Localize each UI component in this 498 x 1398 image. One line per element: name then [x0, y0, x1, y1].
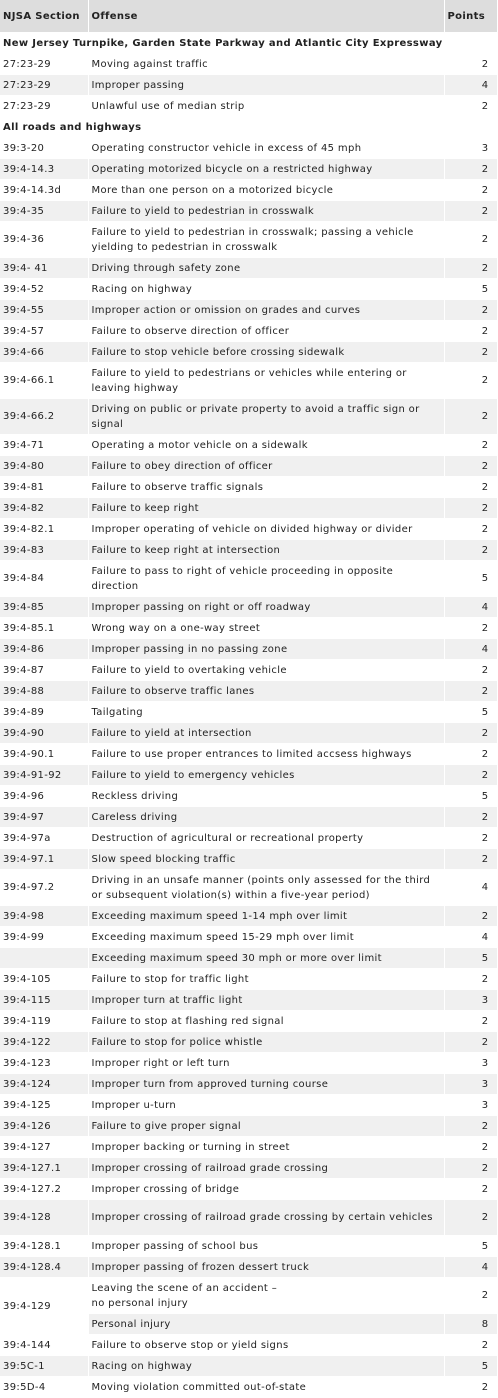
- njsa-section-cell: 39:4-129: [0, 1278, 88, 1335]
- points-cell: 2: [444, 744, 497, 765]
- table-row: [0, 201, 497, 222]
- njsa-section-cell: [0, 948, 88, 969]
- njsa-section-cell: 39:4-91-92: [0, 765, 88, 786]
- njsa-section-cell: 39:4-128.1: [0, 1236, 88, 1257]
- njsa-section-cell: 39:4-96: [0, 786, 88, 807]
- points-cell: 3: [444, 1074, 497, 1095]
- points-cell: 2: [444, 660, 497, 681]
- table-row: [0, 96, 497, 117]
- offense-cell: Exceeding maximum speed 15-29 mph over limit: [88, 927, 444, 948]
- njsa-section-cell: 39:4-14.3: [0, 159, 88, 180]
- offense-cell: Improper turn from approved turning course: [88, 1074, 444, 1095]
- offense-cell: Improper passing of frozen dessert truck: [88, 1257, 444, 1278]
- njsa-section-cell: 39:4-115: [0, 990, 88, 1011]
- offense-cell: Failure to keep right at intersection: [88, 540, 444, 561]
- offense-cell: Failure to yield at intersection: [88, 723, 444, 744]
- points-cell: 2: [444, 201, 497, 222]
- offense-cell: Driving in an unsafe manner (points only assessed for the third or subsequent violation(s) within a five-year period): [88, 870, 444, 906]
- points-cell: 8: [444, 1314, 497, 1335]
- offense-cell: Failure to yield to pedestrians or vehicles while entering or leaving highway: [88, 363, 444, 399]
- group-heading-row: [0, 117, 497, 138]
- table-row: [0, 1278, 497, 1314]
- table-row: [0, 870, 497, 906]
- offense-line: Leaving the scene of an accident –: [91, 1282, 278, 1294]
- header-points: Points: [444, 0, 497, 33]
- njsa-section-cell: 27:23-29: [0, 96, 88, 117]
- table-row: [0, 159, 497, 180]
- points-cell: 2: [444, 342, 497, 363]
- offense-cell: Failure to stop at flashing red signal: [88, 1011, 444, 1032]
- offense-cell: Operating constructor vehicle in excess of 45 mph: [88, 138, 444, 159]
- table-row: [0, 927, 497, 948]
- offense-cell: Improper passing: [88, 75, 444, 96]
- njsa-section-cell: 39:4-144: [0, 1335, 88, 1356]
- table-row: [0, 222, 497, 258]
- table-row: [0, 849, 497, 870]
- njsa-section-cell: 39:4-87: [0, 660, 88, 681]
- points-cell: 2: [444, 258, 497, 279]
- table-row: [0, 1236, 497, 1257]
- njsa-section-cell: 39:4-80: [0, 456, 88, 477]
- njsa-section-cell: 39:4-99: [0, 927, 88, 948]
- points-cell: 2: [444, 828, 497, 849]
- table-row: [0, 258, 497, 279]
- offense-cell: Improper crossing of railroad grade crossing by certain vehicles: [88, 1200, 444, 1236]
- points-cell: 2: [444, 1158, 497, 1179]
- table-row: [0, 180, 497, 201]
- table-row: [0, 786, 497, 807]
- group-heading: All roads and highways: [0, 117, 497, 138]
- points-cell: 2: [444, 1179, 497, 1200]
- points-cell: 3: [444, 1095, 497, 1116]
- table-row: [0, 519, 497, 540]
- table-row: [0, 1053, 497, 1074]
- njsa-section-cell: 39:4-66.1: [0, 363, 88, 399]
- offense-cell: Failure to stop for police whistle: [88, 1032, 444, 1053]
- offense-cell: Improper operating of vehicle on divided highway or divider: [88, 519, 444, 540]
- table-row: [0, 561, 497, 597]
- points-cell: 2: [444, 1011, 497, 1032]
- points-cell: 2: [444, 681, 497, 702]
- offense-cell: Failure to stop vehicle before crossing sidewalk: [88, 342, 444, 363]
- table-row: [0, 639, 497, 660]
- offense-cell: Failure to observe traffic lanes: [88, 681, 444, 702]
- njsa-section-cell: 39:4-14.3d: [0, 180, 88, 201]
- njsa-section-cell: 39:4-82.1: [0, 519, 88, 540]
- offense-subline: no personal injury: [91, 1297, 189, 1309]
- points-cell: 2: [444, 321, 497, 342]
- njsa-section-cell: 39:4-86: [0, 639, 88, 660]
- table-row: [0, 1137, 497, 1158]
- offense-cell: Tailgating: [88, 702, 444, 723]
- njsa-section-cell: 27:23-29: [0, 75, 88, 96]
- table-row: [0, 681, 497, 702]
- points-cell: 2: [444, 807, 497, 828]
- points-cell: 2: [444, 300, 497, 321]
- points-cell: 3: [444, 138, 497, 159]
- njsa-section-cell: 39:4-89: [0, 702, 88, 723]
- njsa-section-cell: 39:4-90: [0, 723, 88, 744]
- offense-cell: Failure to yield to overtaking vehicle: [88, 660, 444, 681]
- offense-cell: Failure to stop for traffic light: [88, 969, 444, 990]
- offense-cell: Destruction of agricultural or recreational property: [88, 828, 444, 849]
- offense-cell: Failure to pass to right of vehicle proceeding in opposite direction: [88, 561, 444, 597]
- offense-cell: Driving through safety zone: [88, 258, 444, 279]
- points-cell: 2: [444, 96, 497, 117]
- table-row: [0, 948, 497, 969]
- table-row: [0, 618, 497, 639]
- njsa-section-cell: 39:3-20: [0, 138, 88, 159]
- table-row: [0, 342, 497, 363]
- points-cell: 5: [444, 1356, 497, 1377]
- njsa-section-cell: 39:4-98: [0, 906, 88, 927]
- table-body: [0, 33, 497, 1398]
- table-row: [0, 990, 497, 1011]
- points-cell: 5: [444, 561, 497, 597]
- table-row: [0, 477, 497, 498]
- offense-cell: Exceeding maximum speed 30 mph or more over limit: [88, 948, 444, 969]
- offense-cell: Moving against traffic: [88, 54, 444, 75]
- table-row: [0, 435, 497, 456]
- table-row: [0, 138, 497, 159]
- points-cell: 4: [444, 597, 497, 618]
- offense-cell: Unlawful use of median strip: [88, 96, 444, 117]
- points-cell: 5: [444, 948, 497, 969]
- table-row: [0, 1377, 497, 1398]
- points-cell: 2: [444, 618, 497, 639]
- offense-cell: Improper passing in no passing zone: [88, 639, 444, 660]
- table-row: [0, 1158, 497, 1179]
- njsa-section-cell: 39:4-127: [0, 1137, 88, 1158]
- njsa-section-cell: 39:4-36: [0, 222, 88, 258]
- table-row: [0, 498, 497, 519]
- offense-cell: Reckless driving: [88, 786, 444, 807]
- table-row: [0, 1116, 497, 1137]
- njsa-section-cell: 39:4-85: [0, 597, 88, 618]
- offense-cell: Improper action or omission on grades and curves: [88, 300, 444, 321]
- offense-cell: Failure to yield to pedestrian in crosswalk: [88, 201, 444, 222]
- offense-cell: Improper turn at traffic light: [88, 990, 444, 1011]
- njsa-section-cell: 39:5D-4: [0, 1377, 88, 1398]
- points-cell: 3: [444, 1053, 497, 1074]
- points-cell: 2: [444, 159, 497, 180]
- points-cell: 2: [444, 906, 497, 927]
- points-cell: 5: [444, 1236, 497, 1257]
- offense-cell: Operating motorized bicycle on a restricted highway: [88, 159, 444, 180]
- points-cell: 2: [444, 1116, 497, 1137]
- points-cell: 4: [444, 75, 497, 96]
- table-row: [0, 597, 497, 618]
- points-cell: 2: [444, 222, 497, 258]
- points-cell: 2: [444, 54, 497, 75]
- njsa-section-cell: 39:4-66.2: [0, 399, 88, 435]
- table-row: [0, 54, 497, 75]
- njsa-section-cell: 39:4-123: [0, 1053, 88, 1074]
- offense-cell: Failure to observe traffic signals: [88, 477, 444, 498]
- table-row: [0, 702, 497, 723]
- table-row: [0, 828, 497, 849]
- njsa-section-cell: 39:4-128.4: [0, 1257, 88, 1278]
- table-row: [0, 1179, 497, 1200]
- points-cell: 2: [444, 180, 497, 201]
- offense-cell: Moving violation committed out-of-state: [88, 1377, 444, 1398]
- header-section: NJSA Section: [0, 0, 88, 33]
- njsa-section-cell: 39:4-84: [0, 561, 88, 597]
- offense-cell: More than one person on a motorized bicycle: [88, 180, 444, 201]
- offense-cell: Failure to observe stop or yield signs: [88, 1335, 444, 1356]
- offense-cell: Racing on highway: [88, 279, 444, 300]
- njsa-section-cell: 39:4-127.1: [0, 1158, 88, 1179]
- points-cell: 2: [444, 1200, 497, 1236]
- njsa-section-cell: 39:4-128: [0, 1200, 88, 1236]
- offense-cell: Improper u-turn: [88, 1095, 444, 1116]
- points-cell: 4: [444, 639, 497, 660]
- table-row: [0, 300, 497, 321]
- points-cell: 4: [444, 927, 497, 948]
- njsa-section-cell: 39:4-122: [0, 1032, 88, 1053]
- njsa-section-cell: 39:4-126: [0, 1116, 88, 1137]
- offense-cell: Improper crossing of railroad grade crossing: [88, 1158, 444, 1179]
- table-row: [0, 1074, 497, 1095]
- njsa-section-cell: 39:4-97: [0, 807, 88, 828]
- njsa-section-cell: 39:4- 41: [0, 258, 88, 279]
- offense-cell: [88, 1278, 444, 1314]
- points-cell: 4: [444, 1257, 497, 1278]
- points-cell: 3: [444, 990, 497, 1011]
- table-row: [0, 1335, 497, 1356]
- njsa-section-cell: 39:4-88: [0, 681, 88, 702]
- njsa-section-cell: 39:4-125: [0, 1095, 88, 1116]
- table-row: [0, 744, 497, 765]
- header-offense: Offense: [88, 0, 444, 33]
- njsa-section-cell: 39:4-127.2: [0, 1179, 88, 1200]
- njsa-section-cell: 39:4-82: [0, 498, 88, 519]
- njsa-section-cell: 39:4-83: [0, 540, 88, 561]
- table-row: [0, 1011, 497, 1032]
- points-cell: 2: [444, 477, 497, 498]
- points-cell: 2: [444, 765, 497, 786]
- points-cell: 2: [444, 456, 497, 477]
- points-cell: 2: [444, 969, 497, 990]
- njsa-section-cell: 39:4-55: [0, 300, 88, 321]
- table-row: [0, 540, 497, 561]
- group-heading: New Jersey Turnpike, Garden State Parkway and Atlantic City Expressway: [0, 33, 497, 54]
- njsa-section-cell: 27:23-29: [0, 54, 88, 75]
- offense-cell: Failure to give proper signal: [88, 1116, 444, 1137]
- points-cell: 2: [444, 1137, 497, 1158]
- points-cell: 2: [444, 849, 497, 870]
- offense-cell: Improper right or left turn: [88, 1053, 444, 1074]
- points-cell: 2: [444, 1377, 497, 1398]
- points-cell: 5: [444, 786, 497, 807]
- table-header-row: [0, 0, 497, 33]
- points-cell: 2: [444, 540, 497, 561]
- points-cell: 2: [444, 723, 497, 744]
- offense-cell: Slow speed blocking traffic: [88, 849, 444, 870]
- offense-cell: Operating a motor vehicle on a sidewalk: [88, 435, 444, 456]
- offense-cell: Improper crossing of bridge: [88, 1179, 444, 1200]
- njsa-section-cell: 39:5C-1: [0, 1356, 88, 1377]
- njsa-section-cell: 39:4-97.1: [0, 849, 88, 870]
- offense-cell: Improper passing on right or off roadway: [88, 597, 444, 618]
- offense-cell: Failure to yield to pedestrian in crosswalk; passing a vehicle yielding to pedestrian in crosswalk: [88, 222, 444, 258]
- points-cell: 2: [444, 519, 497, 540]
- table-row: [0, 807, 497, 828]
- table-row: [0, 660, 497, 681]
- group-heading-row: [0, 33, 497, 54]
- offense-cell: Improper backing or turning in street: [88, 1137, 444, 1158]
- offense-cell: Driving on public or private property to avoid a traffic sign or signal: [88, 399, 444, 435]
- points-cell: 2: [444, 363, 497, 399]
- table-row: [0, 1356, 497, 1377]
- points-cell: 2: [444, 1335, 497, 1356]
- table-row: [0, 765, 497, 786]
- points-cell: 2: [444, 435, 497, 456]
- njsa-section-cell: 39:4-85.1: [0, 618, 88, 639]
- njsa-section-cell: 39:4-124: [0, 1074, 88, 1095]
- offense-cell: Exceeding maximum speed 1-14 mph over limit: [88, 906, 444, 927]
- table-row: [0, 279, 497, 300]
- table-row: [0, 906, 497, 927]
- points-cell: 2: [444, 399, 497, 435]
- points-cell: 2: [444, 498, 497, 519]
- njsa-section-cell: 39:4-97.2: [0, 870, 88, 906]
- offense-cell: Failure to keep right: [88, 498, 444, 519]
- offense-cell: Racing on highway: [88, 1356, 444, 1377]
- table-row: [0, 399, 497, 435]
- offense-cell: Failure to observe direction of officer: [88, 321, 444, 342]
- offense-cell: Failure to yield to emergency vehicles: [88, 765, 444, 786]
- njsa-section-cell: 39:4-35: [0, 201, 88, 222]
- table-row: [0, 1257, 497, 1278]
- points-cell: 5: [444, 702, 497, 723]
- table-row: [0, 75, 497, 96]
- offense-cell: Failure to use proper entrances to limited accsess highways: [88, 744, 444, 765]
- njsa-section-cell: 39:4-90.1: [0, 744, 88, 765]
- njsa-section-cell: 39:4-97a: [0, 828, 88, 849]
- table-row: [0, 1095, 497, 1116]
- offense-cell: Failure to obey direction of officer: [88, 456, 444, 477]
- offense-cell: Careless driving: [88, 807, 444, 828]
- offense-cell: Improper passing of school bus: [88, 1236, 444, 1257]
- njsa-section-cell: 39:4-52: [0, 279, 88, 300]
- njsa-section-cell: 39:4-57: [0, 321, 88, 342]
- table-row: [0, 1032, 497, 1053]
- offense-cell: Wrong way on a one-way street: [88, 618, 444, 639]
- points-cell: 2: [444, 1032, 497, 1053]
- njsa-section-cell: 39:4-71: [0, 435, 88, 456]
- offense-cell: Personal injury: [88, 1314, 444, 1335]
- points-cell: 4: [444, 870, 497, 906]
- table-row: [0, 1200, 497, 1236]
- points-cell: 2: [444, 1278, 497, 1314]
- table-row: [0, 969, 497, 990]
- table-row: [0, 363, 497, 399]
- njsa-section-cell: 39:4-105: [0, 969, 88, 990]
- njsa-section-cell: 39:4-119: [0, 1011, 88, 1032]
- table-row: [0, 321, 497, 342]
- njsa-section-cell: 39:4-66: [0, 342, 88, 363]
- table-row: [0, 723, 497, 744]
- points-cell: 5: [444, 279, 497, 300]
- njsa-section-cell: 39:4-81: [0, 477, 88, 498]
- table-row: [0, 456, 497, 477]
